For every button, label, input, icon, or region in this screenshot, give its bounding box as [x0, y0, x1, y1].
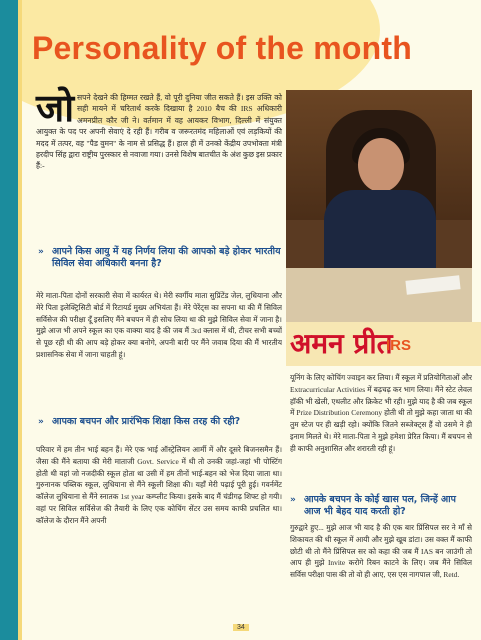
profile-name: अमन प्रीत	[290, 327, 393, 360]
question-2	[38, 416, 282, 428]
profile-service: IRS	[386, 337, 412, 354]
photo-face	[358, 138, 404, 192]
answer-1: मेरे माता-पिता दोनों सरकारी सेवा में कार्यरत थे। मेरी स्वर्गीय माता सुप्रिंटेंड जेल, लुधियाना और मेरे पिता इलेक्ट्रिसिटी बोर्ड में रिटायर्ड मुख्य अभियंता हैं। मेरे पेरेंट्स का सपना था की मैं सिविल सर्विसेज की परीक्षा दूँ इसलिए मैंने बचपन में ही सोच लिया था की मुझे सिविल सेवा में जाना है। मुझे आज भी अपने स्कूल का एक वाक्या याद है की जब मैं 3rd क्लास में थी, टीचर सभी बच्चों से पूछ रही थी की आप बड़े होकर क्या बनोगे, अपनी बारी पर मैंने जवाब दिया की मैं भारतीय प्रशासनिक सेवा में जाना चाहती हूं।	[36, 291, 282, 359]
profile-photo	[286, 90, 472, 322]
answer-3: गुरुद्वारे हुए... मुझे आज भी याद है की एक बार प्रिंसिपल सर ने माँ से शिकायत की थी स्कूल में आयी और मुझे खूब डांटा। उस वक्त मैं काफी छोटी थी तो मैंने प्रिंसिपल सर को कहा की जब मैं IAS बन जाउंगी तो आप ही मुझे Invite करोगे रिबन काटने के लिए। जब मैंने सिविल सर्विस परीक्षा पास की तो वो ही आए, एस एस नागपाल जी, Retd.	[290, 523, 472, 580]
intro-text: सपने देखने की हिम्मत रखते हैं, वो पूरी दुनिया जीत सकते हैं। इस उक्ति को सही मायने में चरितार्थ करके दिखाया है 2010 बैच की IRS अधिकारी अमनप्रीत कौर जी ने। वर्तमान में वह आयकर विभाग, दिल्ली में संयुक्त आयुक्त के पद पर अपनी सेवाएं दे रही हैं। गरीब व जरूरतमंद महिलाओं एवं लड़कियों की मदद में तत्पर, वह "पैड वुमन" के नाम से प्रसिद्ध हैं। हाल ही में उनको केंद्रीय उपभोक्ता मंत्री हरदीप सिंह द्वारा राष्ट्रीय पुरस्कार से नवाजा गया। उनसे विशेष बातचीत के अंश कुछ इस प्रकार हैं:-	[36, 93, 282, 171]
left-accent-bar	[0, 0, 18, 640]
double-chevron-icon: »	[38, 247, 44, 257]
question-2-text: आपका बचपन और प्रारंभिक शिक्षा किस तरह की रही?	[52, 416, 241, 427]
page-number: 34	[233, 624, 249, 631]
page-title: Personality of the month	[32, 30, 412, 66]
answer-2: परिवार में हम तीन भाई बहन हैं। मेरे एक भाई ऑस्ट्रेलियन आर्मी में और दूसरे बिजनसमैन हैं। जैसा की मैंने बताया की मेरी माताजी Govt. Service में थी तो उनकी जहां-जहां भी पोस्टिंग होती थी वहां जो नजदीकी स्कूल होता था उसी में हम तीनों भाई-बहन को भेज दिया जाता था। गुरुनानक पब्लिक स्कूल, लुधियाना से मैंने स्कूली शिक्षा की। यहाँ मेरी पढ़ाई पूरी हुई। गवर्नमेंट कॉलेज लुधियाना से मैंने स्नातक 1st year कम्प्लीट किया। इसके बाद मैं चंडीगढ़ शिफ्ट हो गयी। वहां पर सिविल सर्विसेज की तैयारी के लिए एक कोचिंग सेंटर उस समय काफी प्रचलित था। कॉलेज के दौरान मैंने अपनी	[36, 445, 282, 525]
question-3	[290, 494, 474, 518]
answer-2-continuation: यूनिंग के लिए कोचिंग ज्वाइन कर लिया। मैं स्कूल में प्रतियोगिताओं और Extracurricular Activities में बढ़चढ़ कर भाग लिया। मैंने स्टेट लेवल हॉकी भी खेली, एथलीट और क्रिकेट भी रही। मुझे याद है की जब स्कूल में Prize Distribution Ceremony होती थी तो मुझे कहा जाता था की तुम स्टेज पर ही खड़ी रहो। क्योंकि जितने सब्जेक्ट्स हैं वो उसमे ने ही इनाम मिलते थे। मेरे माता-पिता ने मुझे हमेशा प्रेरित किया। मैं बचपन से ही काफी अनुशासित और शरारती रही हूं।	[290, 373, 472, 453]
double-chevron-icon: »	[290, 495, 296, 505]
intro-dropcap: जो	[36, 88, 75, 130]
question-1	[38, 246, 282, 270]
left-accent-stripe	[18, 0, 22, 640]
double-chevron-icon: »	[38, 417, 44, 427]
question-1-text: आपने किस आयु में यह निर्णय लिया की आपको बड़े होकर भारतीय सिविल सेवा अधिकारी बनना है?	[52, 246, 281, 270]
question-3-text: आपके बचपन के कोई खास पल, जिन्हें आप आज भी बेहद याद करती हो?	[304, 494, 456, 518]
intro-paragraph	[36, 88, 282, 172]
